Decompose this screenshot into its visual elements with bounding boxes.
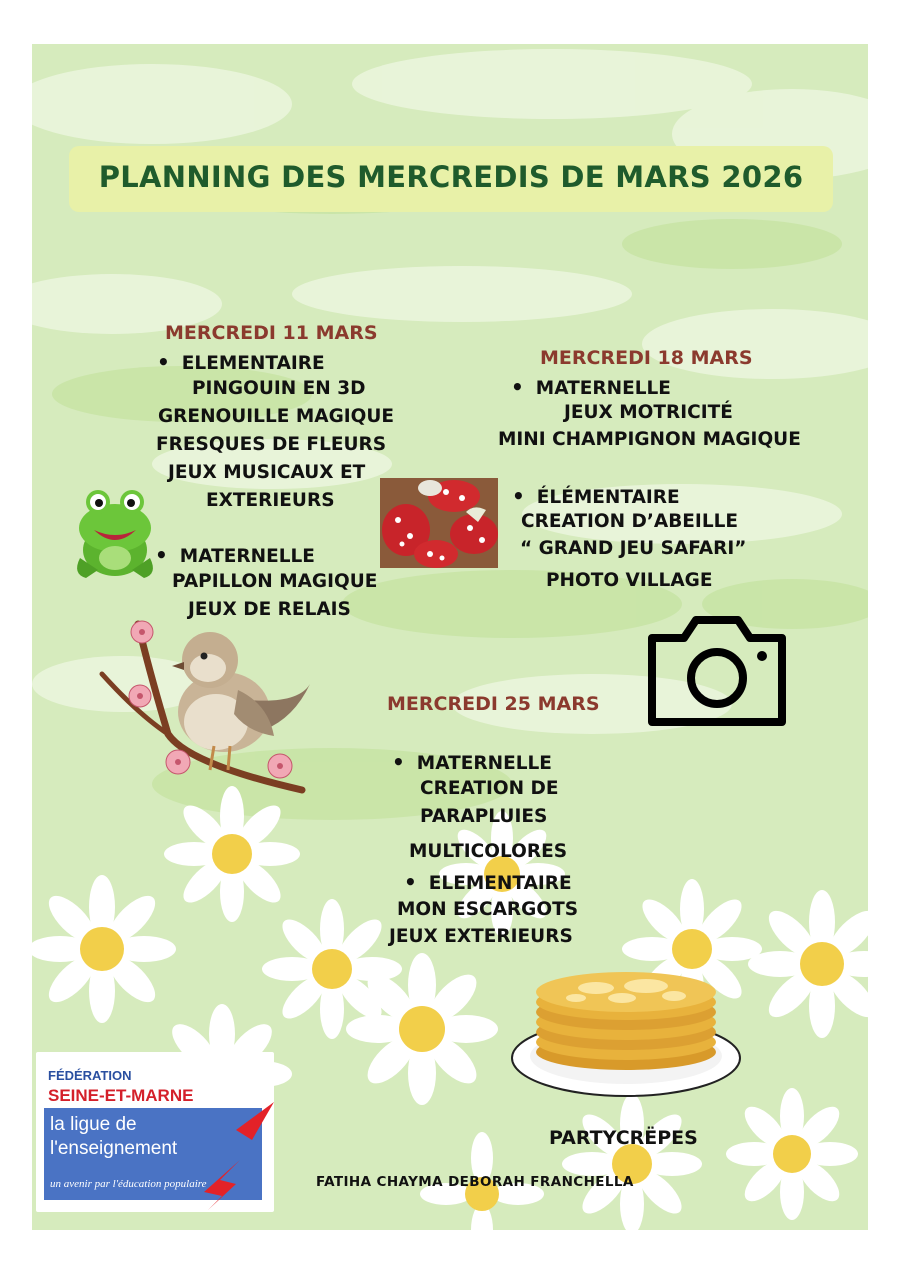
session-date: MERCREDI 18 MARS (540, 347, 753, 369)
activity: GRENOUILLE MAGIQUE (158, 406, 395, 427)
authors: FATIHA CHAYMA DEBORAH FRANCHELLA (316, 1174, 634, 1190)
session-level: • ELEMENTAIRE (157, 350, 325, 374)
mushroom-photo (380, 478, 498, 568)
activity: “ GRAND JEU SAFARI” (520, 538, 747, 559)
activity: PHOTO VILLAGE (546, 570, 713, 591)
activity: JEUX EXTERIEURS (389, 926, 573, 947)
activity: MINI CHAMPIGNON MAGIQUE (498, 429, 801, 450)
ligue-slogan: un avenir par l'éducation populaire (50, 1178, 207, 1190)
ligue-name-line2: l'enseignement (50, 1138, 178, 1159)
red-arrow-icon (196, 1100, 276, 1212)
session-level: • ÉLÉMENTAIRE (512, 484, 680, 508)
activity: MULTICOLORES (409, 841, 568, 862)
activity: MON ESCARGOTS (397, 899, 579, 920)
session-level: • MATERNELLE (155, 543, 315, 567)
activity: PINGOUIN EN 3D (192, 378, 366, 399)
session-date: MERCREDI 25 MARS (387, 693, 600, 715)
activity: FRESQUES DE FLEURS (156, 434, 387, 455)
activity: JEUX MUSICAUX ET (168, 462, 366, 483)
activity: JEUX MOTRICITÉ (564, 402, 733, 423)
title-banner (69, 146, 833, 212)
session-level: • MATERNELLE (392, 750, 552, 774)
session-level: • ELEMENTAIRE (404, 870, 572, 894)
camera-icon (644, 614, 790, 730)
activity: JEUX DE RELAIS (188, 599, 351, 620)
ligue-logo (36, 1052, 274, 1212)
activity: CREATION DE (420, 778, 559, 799)
page-title: PLANNING DES MERCREDIS DE MARS 2026 (98, 160, 804, 194)
federation-label: FÉDÉRATION (48, 1068, 132, 1083)
bird-on-branch-icon (98, 614, 338, 804)
poster (32, 44, 868, 1230)
party-label: PARTYCRËPES (549, 1127, 698, 1149)
frog-icon (68, 488, 162, 584)
ligue-name-line1: la ligue de (50, 1114, 137, 1135)
activity: PARAPLUIES (420, 806, 548, 827)
session-level: • MATERNELLE (511, 375, 671, 399)
region-label: SEINE-ET-MARNE (48, 1086, 194, 1105)
crepes-icon (506, 962, 746, 1102)
session-date: MERCREDI 11 MARS (165, 322, 378, 344)
activity: PAPILLON MAGIQUE (172, 571, 378, 592)
activity: CREATION D’ABEILLE (521, 511, 739, 532)
activity: EXTERIEURS (206, 490, 335, 511)
